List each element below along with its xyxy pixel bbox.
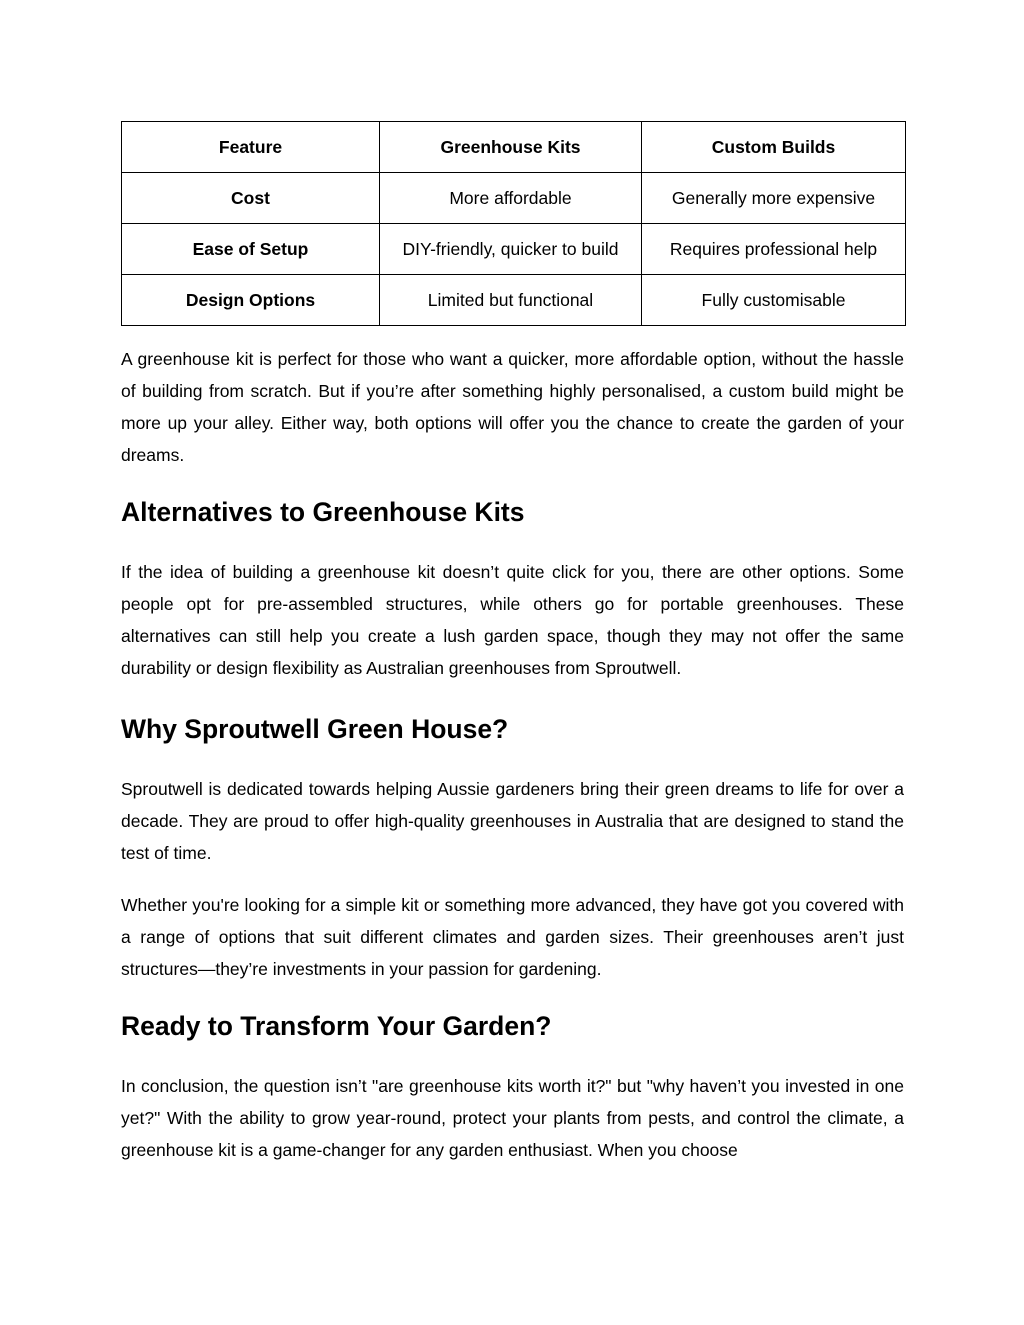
table-cell: DIY-friendly, quicker to build	[380, 224, 642, 275]
intro-paragraph: A greenhouse kit is perfect for those who want a quicker, more affordable option, without the hassle of building from scratch. But if you’re after something highly personalised, a custom build might be more up your alley. Either way, both options will offer you the chance to create the garden of your dreams.	[121, 349, 904, 465]
alternatives-paragraph: If the idea of building a greenhouse kit doesn’t quite click for you, there are other options. Some people opt for pre-assembled structures, while others go for portable greenhouses. These alternatives can still help you create a lush garden space, though they may not offer the same durability or design flexibility as Australian greenhouses from Sproutwell.	[121, 562, 904, 678]
table-cell: Generally more expensive	[642, 173, 906, 224]
column-header-greenhouse-kits: Greenhouse Kits	[380, 122, 642, 173]
table-cell: Requires professional help	[642, 224, 906, 275]
row-label-cost: Cost	[122, 173, 380, 224]
section-heading-alternatives: Alternatives to Greenhouse Kits	[121, 497, 525, 527]
table-cell: Limited but functional	[380, 275, 642, 326]
table-cell: Fully customisable	[642, 275, 906, 326]
conclusion-paragraph: In conclusion, the question isn’t "are greenhouse kits worth it?" but "why haven’t you invested in one yet?" With the ability to grow year-round, protect your plants from pests, and control the climate, a greenhouse kit is a game-changer for any garden enthusiast. When you choose	[121, 1076, 904, 1160]
column-header-feature: Feature	[122, 122, 380, 173]
table-header-row	[122, 122, 906, 173]
table-cell: More affordable	[380, 173, 642, 224]
document-page	[121, 121, 904, 1166]
comparison-table	[121, 121, 906, 326]
section-heading-ready-to-transform: Ready to Transform Your Garden?	[121, 1011, 552, 1041]
section-heading-why-sproutwell: Why Sproutwell Green House?	[121, 714, 509, 744]
table-row	[122, 224, 906, 275]
row-label-ease-of-setup: Ease of Setup	[122, 224, 380, 275]
column-header-custom-builds: Custom Builds	[642, 122, 906, 173]
table-row	[122, 173, 906, 224]
why-sproutwell-paragraph-1: Sproutwell is dedicated towards helping Aussie gardeners bring their green dreams to life for over a decade. They are proud to offer high-quality greenhouses in Australia that are designed to stand the test of time.	[121, 779, 904, 863]
table-row	[122, 275, 906, 326]
why-sproutwell-paragraph-2: Whether you're looking for a simple kit or something more advanced, they have got you covered with a range of options that suit different climates and garden sizes. Their greenhouses aren’t just structures—they’re investments in your passion for gardening.	[121, 895, 904, 979]
row-label-design-options: Design Options	[122, 275, 380, 326]
